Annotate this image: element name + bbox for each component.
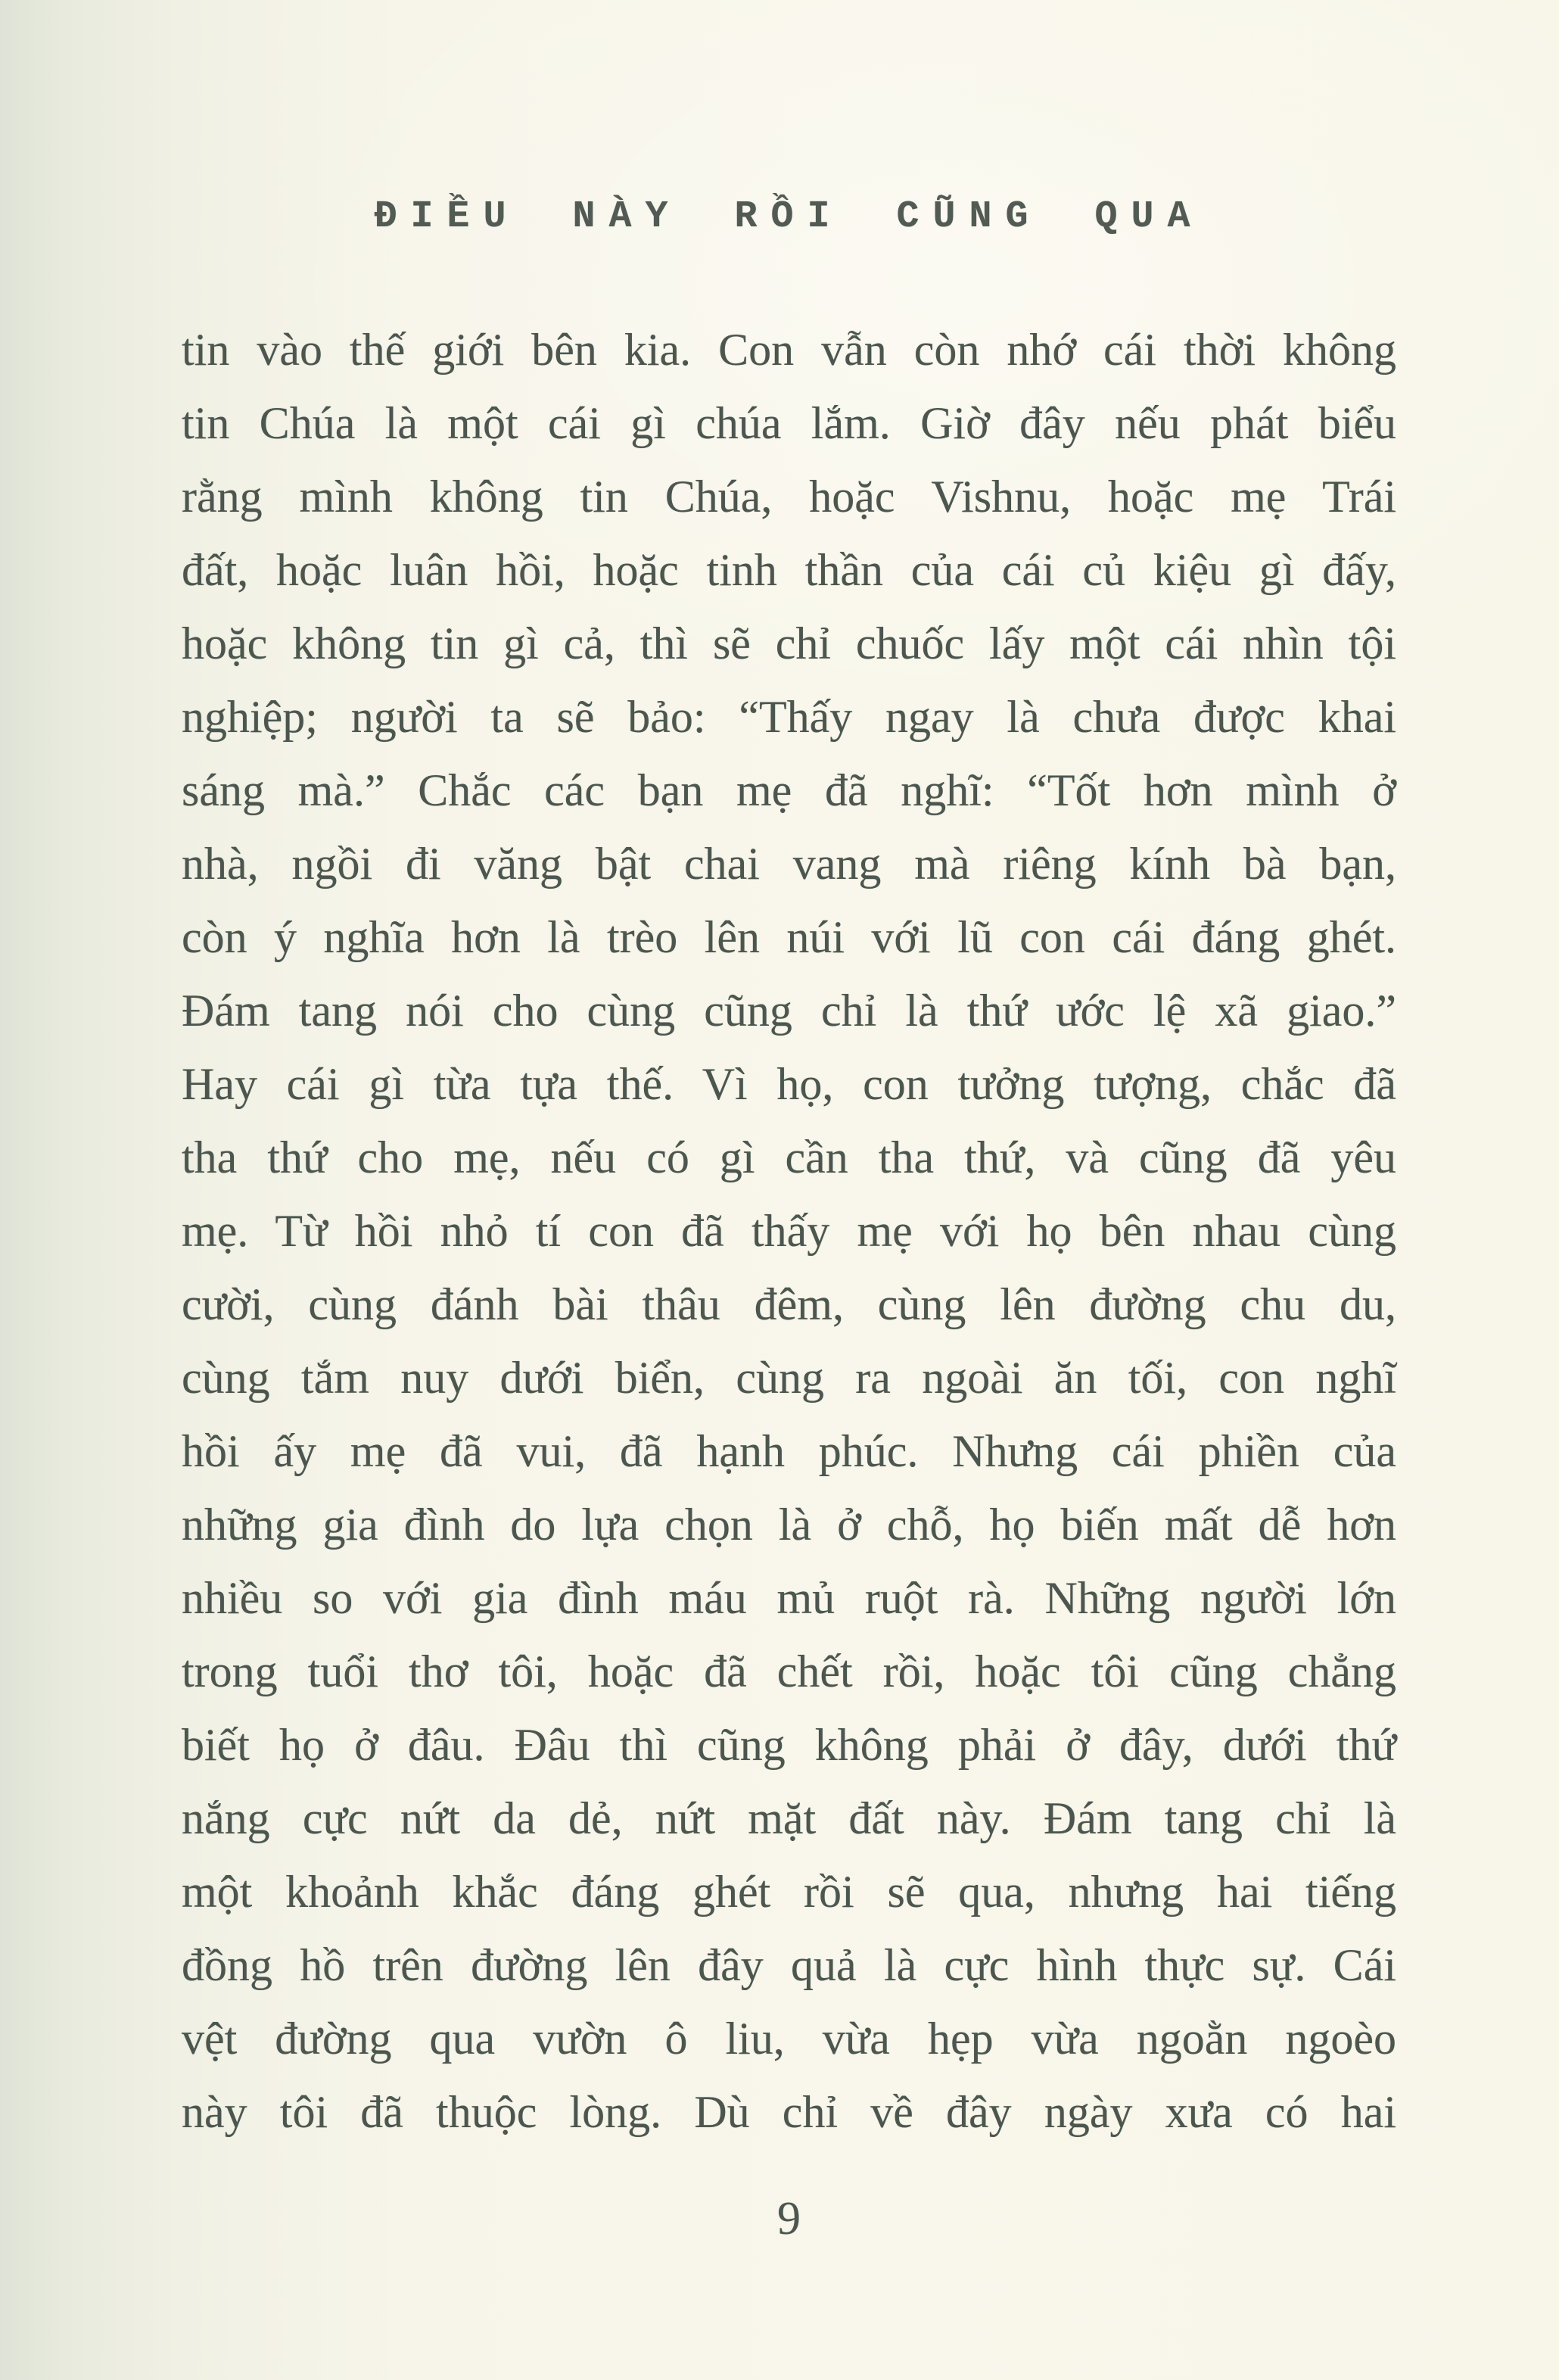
body-line: còn ý nghĩa hơn là trèo lên núi với lũ con cái đáng ghét.: [182, 912, 1396, 962]
body-text: [182, 313, 1396, 2149]
body-line: rằng mình không tin Chúa, hoặc Vishnu, hoặc mẹ Trái: [182, 472, 1396, 522]
body-line: cười, cùng đánh bài thâu đêm, cùng lên đường chu du,: [182, 1279, 1396, 1329]
page-number: 9: [777, 2193, 801, 2244]
body-line: những gia đình do lựa chọn là ở chỗ, họ biến mất dễ hơn: [182, 1500, 1396, 1550]
body-line: sáng mà.” Chắc các bạn mẹ đã nghĩ: “Tốt hơn mình ở: [182, 765, 1396, 815]
body-line: vệt đường qua vườn ô liu, vừa hẹp vừa ngoằn ngoèo: [182, 2014, 1396, 2064]
body-line: Đám tang nói cho cùng cũng chỉ là thứ ước lệ xã giao.”: [182, 986, 1396, 1036]
body-line: trong tuổi thơ tôi, hoặc đã chết rồi, hoặc tôi cũng chẳng: [182, 1646, 1396, 1696]
body-line: hồi ấy mẹ đã vui, đã hạnh phúc. Nhưng cái phiền của: [182, 1426, 1396, 1476]
body-line: nắng cực nứt da dẻ, nứt mặt đất này. Đám tang chỉ là: [182, 1793, 1396, 1843]
body-line: hoặc không tin gì cả, thì sẽ chỉ chuốc lấy một cái nhìn tội: [182, 618, 1396, 668]
body-line: đồng hồ trên đường lên đây quả là cực hình thực sự. Cái: [182, 1940, 1396, 1990]
body-line: đất, hoặc luân hồi, hoặc tinh thần của cái củ kiệu gì đấy,: [182, 545, 1396, 595]
body-line: cùng tắm nuy dưới biển, cùng ra ngoài ăn tối, con nghĩ: [182, 1353, 1396, 1403]
body-line: này tôi đã thuộc lòng. Dù chỉ về đây ngày xưa có hai: [182, 2087, 1396, 2137]
body-line: biết họ ở đâu. Đâu thì cũng không phải ở đây, dưới thứ: [182, 1720, 1396, 1770]
body-line: nhiều so với gia đình máu mủ ruột rà. Những người lớn: [182, 1573, 1396, 1623]
running-header: ĐIỀU NÀY RỒI CŨNG QUA: [374, 195, 1204, 238]
body-line: Hay cái gì từa tựa thế. Vì họ, con tưởng tượng, chắc đã: [182, 1059, 1396, 1109]
body-line: tha thứ cho mẹ, nếu có gì cần tha thứ, và cũng đã yêu: [182, 1132, 1396, 1182]
body-line: một khoảnh khắc đáng ghét rồi sẽ qua, nhưng hai tiếng: [182, 1867, 1396, 1917]
body-line: tin vào thế giới bên kia. Con vẫn còn nhớ cái thời không: [182, 325, 1396, 375]
body-line: mẹ. Từ hồi nhỏ tí con đã thấy mẹ với họ bên nhau cùng: [182, 1206, 1396, 1256]
body-line: nhà, ngồi đi văng bật chai vang mà riêng kính bà bạn,: [182, 839, 1396, 889]
body-line: nghiệp; người ta sẽ bảo: “Thấy ngay là chưa được khai: [182, 692, 1396, 742]
body-line: tin Chúa là một cái gì chúa lắm. Giờ đây nếu phát biểu: [182, 398, 1396, 448]
